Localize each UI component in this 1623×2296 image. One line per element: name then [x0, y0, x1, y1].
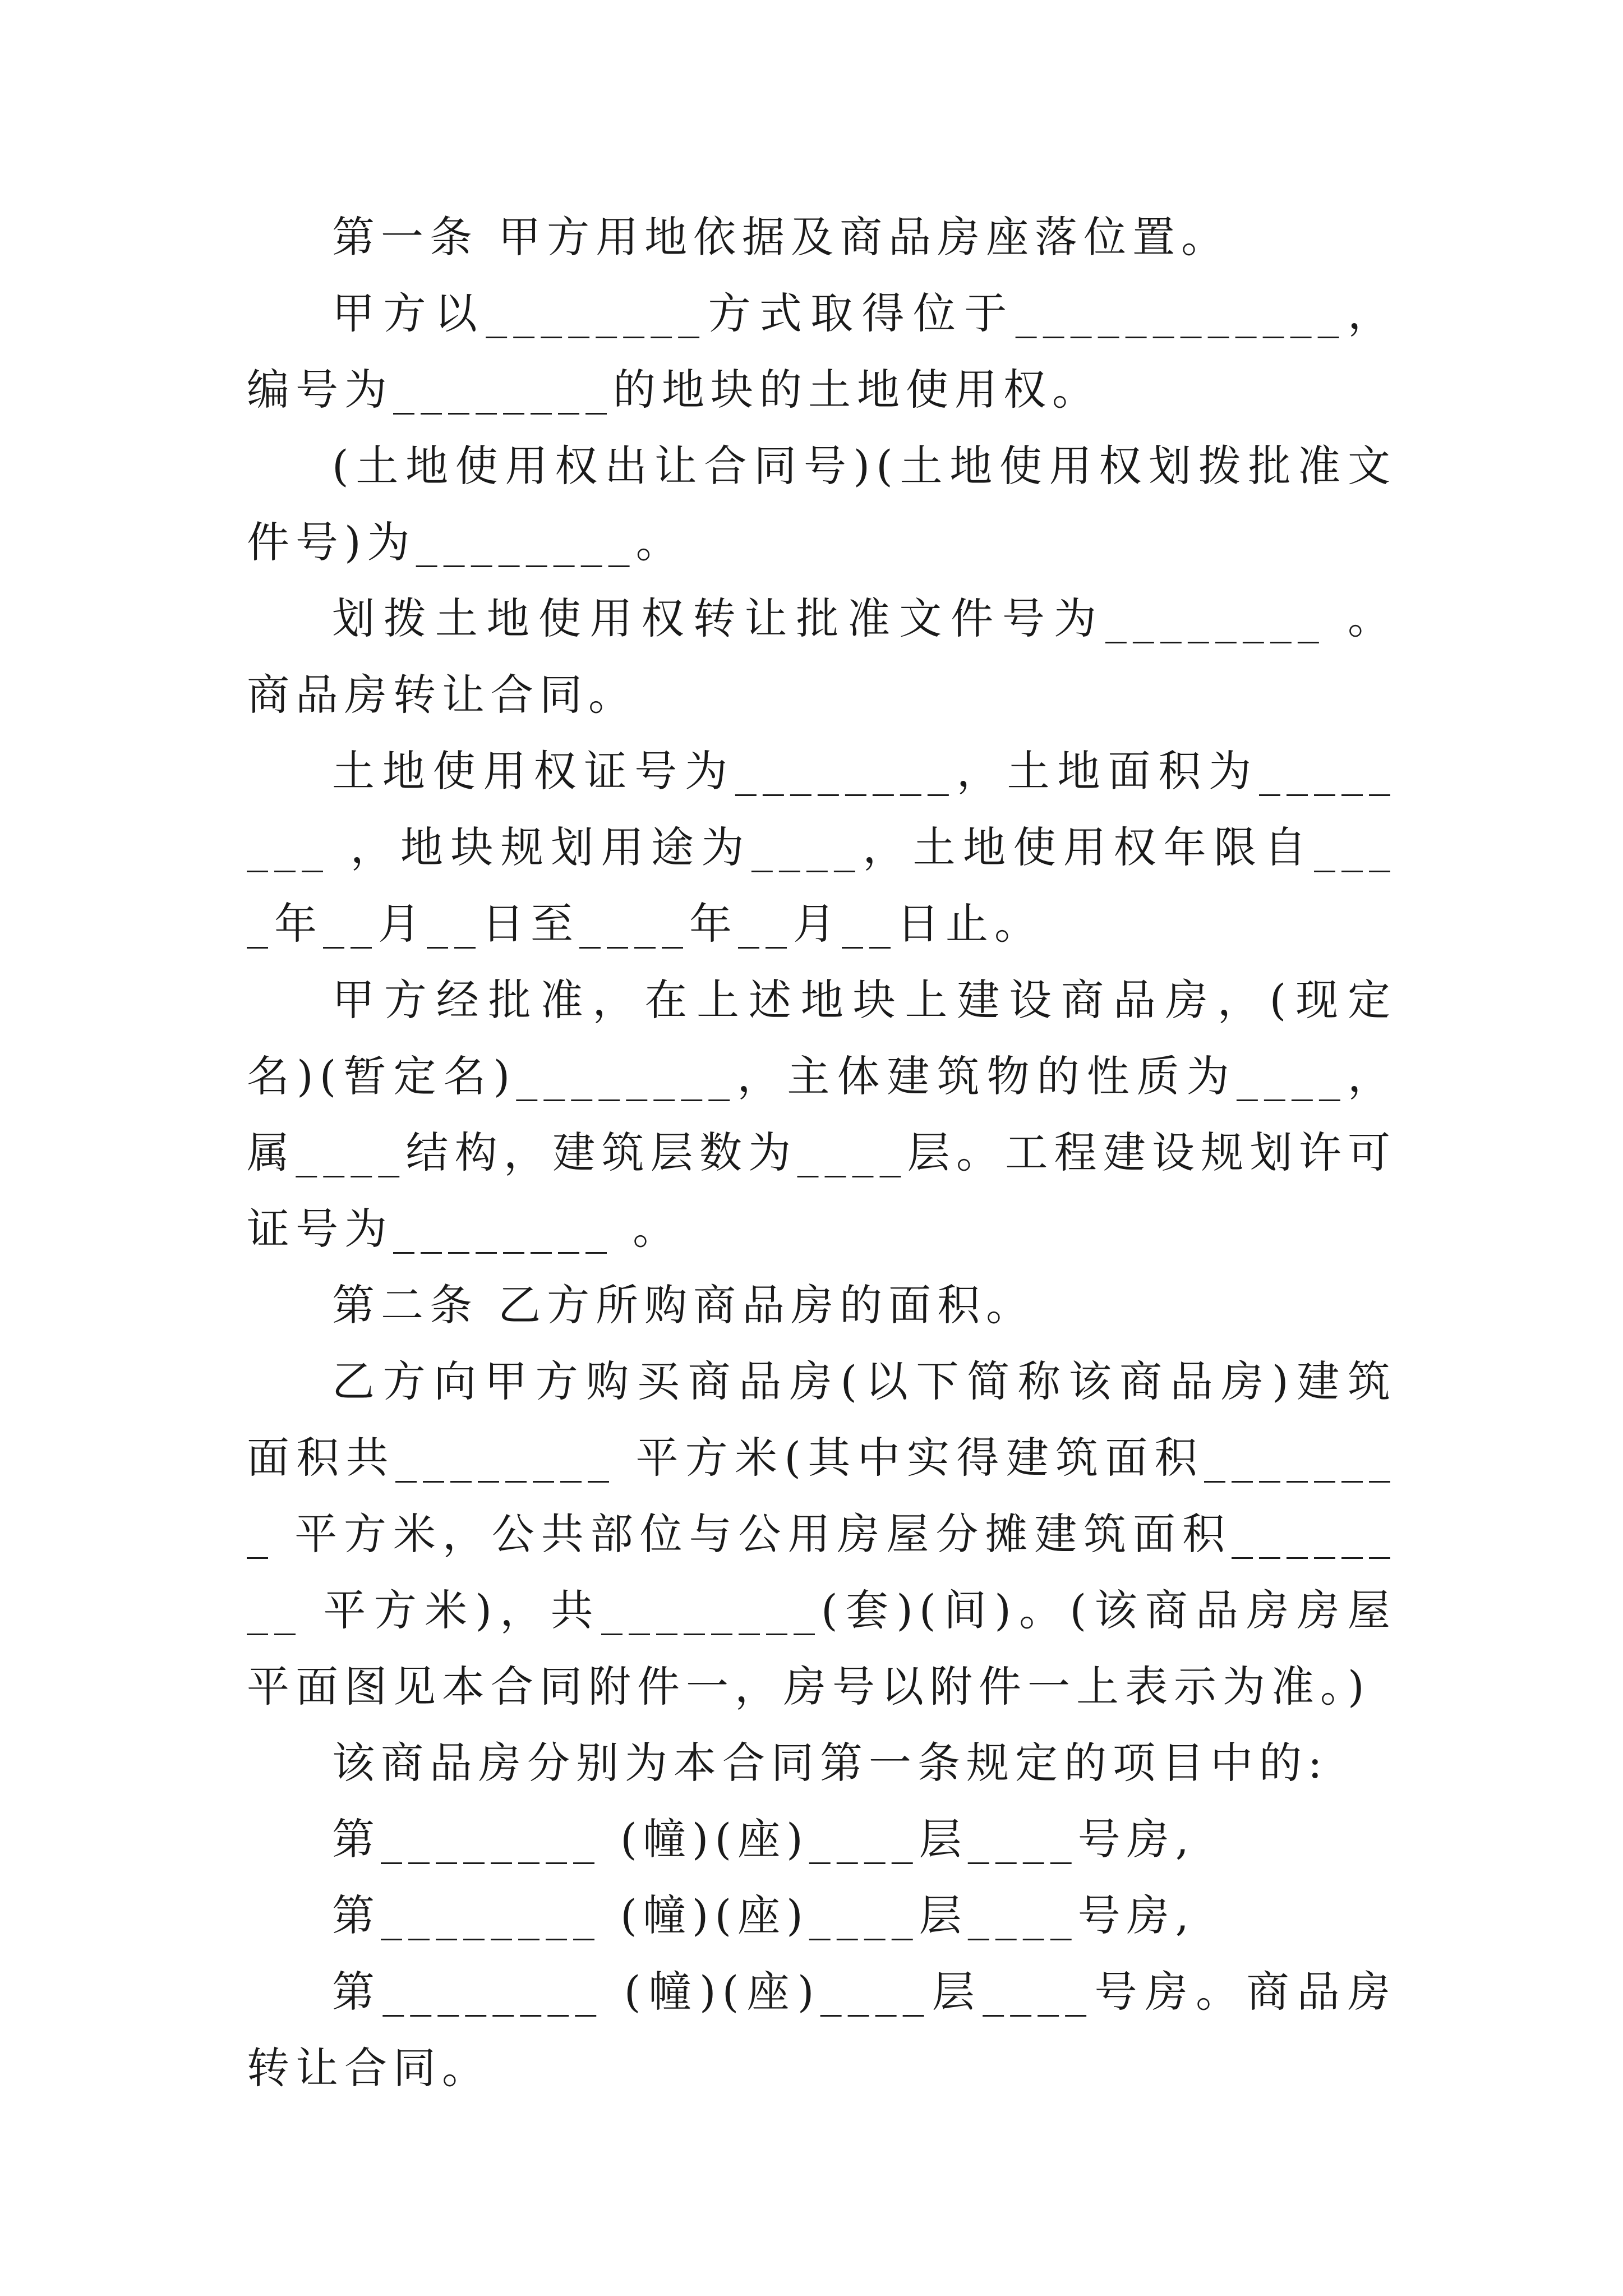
- construction-approval-paragraph: 甲方经批准，在上述地块上建设商品房，(现定名)(暂定名)________，主体建筑物的性质为____，属____结构，建筑层数为____层。工程建设规划许可证号为________ 。: [247, 975, 1396, 1254]
- unit-list-intro: 该商品房分别为本合同第一条规定的项目中的:: [332, 1738, 1329, 1788]
- land-contract-number-paragraph: (土地使用权出让合同号)(土地使用权划拨批准文件号)为________。: [247, 441, 1396, 567]
- unit-line-3: 第________ (幢)(座)____层____号房。商品房转让合同。: [247, 1967, 1396, 2093]
- document-page: [247, 199, 1396, 2106]
- land-acquisition-paragraph: 甲方以________方式取得位于____________，编号为________的地块的土地使用权。: [247, 288, 1396, 415]
- land-certificate-paragraph: 土地使用权证号为________，土地面积为________ ，地块规划用途为____，土地使用权年限自____年__月__日至____年__月__日止。: [247, 746, 1396, 949]
- unit-line-2: 第________ (幢)(座)____层____号房,: [332, 1890, 1195, 1940]
- transfer-approval-paragraph: 划拨土地使用权转让批准文件号为________ 。商品房转让合同。: [247, 593, 1396, 720]
- article-one-heading: 第一条 甲方用地依据及商品房座落位置。: [332, 212, 1230, 262]
- article-two-heading: 第二条 乙方所购商品房的面积。: [332, 1280, 1035, 1330]
- purchase-area-paragraph: 乙方向甲方购买商品房(以下简称该商品房)建筑面积共________ 平方米(其中实得建筑面积________ 平方米，公共部位与公用房屋分摊建筑面积________ 平方米)，共________(套)(间)。(该商品房房屋平面图见本合同附件一，房号以附件一上表示为准。): [247, 1356, 1396, 1711]
- unit-line-1: 第________ (幢)(座)____层____号房,: [332, 1814, 1195, 1864]
